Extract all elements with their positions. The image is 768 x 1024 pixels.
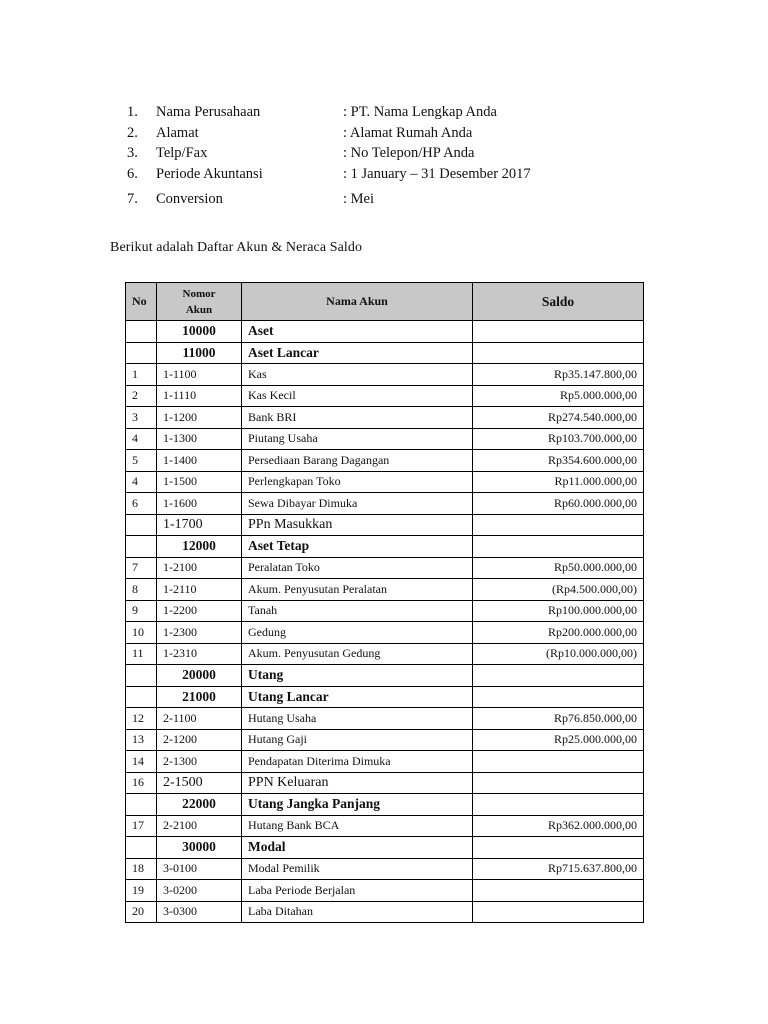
cell-balance [473, 665, 644, 687]
header-nomor-line2: Akun [185, 303, 213, 316]
header-nomor-akun [157, 283, 242, 321]
info-number: 7. [127, 190, 138, 207]
cell-no: 5 [126, 450, 157, 472]
cell-no [126, 321, 157, 343]
cell-no: 4 [126, 471, 157, 493]
info-row-conversion [127, 189, 531, 210]
table-row [126, 880, 644, 902]
table-row [126, 450, 644, 472]
cell-balance: Rp354.600.000,00 [473, 450, 644, 472]
cell-no: 7 [126, 557, 157, 579]
cell-account-name: Aset Lancar [242, 342, 473, 364]
cell-no [126, 536, 157, 558]
cell-no [126, 794, 157, 816]
cell-no: 18 [126, 858, 157, 880]
cell-account-name: PPN Keluaran [242, 772, 473, 794]
table-row [126, 815, 644, 837]
cell-account-code: 21000 [157, 686, 242, 708]
cell-balance: Rp60.000.000,00 [473, 493, 644, 515]
cell-account-name: Hutang Gaji [242, 729, 473, 751]
cell-balance [473, 686, 644, 708]
cell-account-name: Tanah [242, 600, 473, 622]
info-value: : PT. Nama Lengkap Anda [343, 103, 497, 120]
cell-no [126, 837, 157, 859]
cell-no: 19 [126, 880, 157, 902]
cell-no [126, 665, 157, 687]
cell-balance: Rp11.000.000,00 [473, 471, 644, 493]
account-ledger-table [125, 282, 644, 923]
cell-no: 17 [126, 815, 157, 837]
table-row [126, 493, 644, 515]
cell-account-code: 1-2310 [157, 643, 242, 665]
cell-account-name: Modal Pemilik [242, 858, 473, 880]
table-row [126, 579, 644, 601]
cell-account-name: Utang Lancar [242, 686, 473, 708]
account-group-row [126, 794, 644, 816]
cell-account-name: Peralatan Toko [242, 557, 473, 579]
info-value: : Mei [343, 190, 375, 207]
cell-balance: Rp25.000.000,00 [473, 729, 644, 751]
info-number: 1. [127, 103, 138, 120]
cell-account-code: 1-2200 [157, 600, 242, 622]
cell-no: 2 [126, 385, 157, 407]
cell-account-code: 3-0200 [157, 880, 242, 902]
info-label: Nama Perusahaan [156, 103, 261, 120]
cell-account-name: PPn Masukkan [242, 514, 473, 536]
cell-account-code: 12000 [157, 536, 242, 558]
cell-account-name: Piutang Usaha [242, 428, 473, 450]
cell-account-code: 1-1400 [157, 450, 242, 472]
cell-no: 13 [126, 729, 157, 751]
cell-account-name: Akum. Penyusutan Peralatan [242, 579, 473, 601]
ledger-body [126, 321, 644, 923]
cell-balance: Rp100.000.000,00 [473, 600, 644, 622]
cell-account-code: 11000 [157, 342, 242, 364]
cell-no: 9 [126, 600, 157, 622]
cell-account-name: Kas Kecil [242, 385, 473, 407]
info-label: Periode Akuntansi [156, 165, 263, 182]
table-header-row [126, 283, 644, 321]
info-value: : No Telepon/HP Anda [343, 145, 475, 162]
cell-no: 11 [126, 643, 157, 665]
cell-no: 12 [126, 708, 157, 730]
cell-account-name: Aset Tetap [242, 536, 473, 558]
info-row-phone [127, 143, 531, 164]
cell-no: 3 [126, 407, 157, 429]
cell-account-code: 1-2110 [157, 579, 242, 601]
cell-account-name: Hutang Usaha [242, 708, 473, 730]
cell-account-name: Perlengkapan Toko [242, 471, 473, 493]
cell-balance [473, 772, 644, 794]
cell-account-code: 2-1200 [157, 729, 242, 751]
cell-account-name: Modal [242, 837, 473, 859]
cell-balance: Rp200.000.000,00 [473, 622, 644, 644]
cell-balance: Rp50.000.000,00 [473, 557, 644, 579]
info-number: 2. [127, 124, 138, 141]
table-row [126, 751, 644, 773]
cell-account-code: 2-1500 [157, 772, 242, 794]
cell-account-code: 1-1110 [157, 385, 242, 407]
intro-text: Berikut adalah Daftar Akun & Neraca Saldo [110, 240, 363, 255]
header-nomor-line1: Nomor [182, 287, 216, 300]
cell-account-name: Utang Jangka Panjang [242, 794, 473, 816]
cell-account-name: Aset [242, 321, 473, 343]
cell-balance: (Rp4.500.000,00) [473, 579, 644, 601]
cell-no: 16 [126, 772, 157, 794]
header-nama-akun: Nama Akun [242, 283, 473, 321]
cell-account-code: 1-1700 [157, 514, 242, 536]
table-row [126, 772, 644, 794]
account-group-row [126, 665, 644, 687]
cell-no: 4 [126, 428, 157, 450]
cell-no [126, 514, 157, 536]
table-row [126, 901, 644, 923]
cell-balance: (Rp10.000.000,00) [473, 643, 644, 665]
cell-account-code: 2-2100 [157, 815, 242, 837]
info-value: : Alamat Rumah Anda [343, 124, 473, 141]
account-group-row [126, 342, 644, 364]
cell-account-name: Bank BRI [242, 407, 473, 429]
cell-account-code: 1-2300 [157, 622, 242, 644]
cell-account-code: 1-1600 [157, 493, 242, 515]
table-row [126, 557, 644, 579]
cell-balance [473, 837, 644, 859]
cell-account-code: 10000 [157, 321, 242, 343]
cell-balance [473, 901, 644, 923]
cell-balance [473, 321, 644, 343]
info-label: Telp/Fax [156, 145, 208, 162]
cell-account-code: 1-1100 [157, 364, 242, 386]
info-row-period [127, 164, 531, 185]
cell-account-code: 1-1500 [157, 471, 242, 493]
table-row [126, 729, 644, 751]
info-number: 6. [127, 165, 138, 182]
cell-no: 14 [126, 751, 157, 773]
cell-balance [473, 751, 644, 773]
table-row [126, 407, 644, 429]
table-row [126, 471, 644, 493]
info-label: Alamat [156, 124, 199, 141]
cell-balance [473, 794, 644, 816]
cell-no: 1 [126, 364, 157, 386]
cell-balance: Rp715.637.800,00 [473, 858, 644, 880]
cell-balance: Rp5.000.000,00 [473, 385, 644, 407]
info-row-company-name [127, 102, 531, 123]
cell-no [126, 342, 157, 364]
cell-account-name: Akum. Penyusutan Gedung [242, 643, 473, 665]
info-number: 3. [127, 145, 138, 162]
cell-account-name: Sewa Dibayar Dimuka [242, 493, 473, 515]
cell-account-name: Pendapatan Diterima Dimuka [242, 751, 473, 773]
cell-balance [473, 536, 644, 558]
account-group-row [126, 686, 644, 708]
cell-account-name: Laba Ditahan [242, 901, 473, 923]
cell-account-code: 1-1300 [157, 428, 242, 450]
header-saldo: Saldo [473, 283, 644, 321]
cell-balance: Rp76.850.000,00 [473, 708, 644, 730]
cell-account-name: Utang [242, 665, 473, 687]
cell-account-code: 2-1300 [157, 751, 242, 773]
cell-account-code: 1-2100 [157, 557, 242, 579]
table-row [126, 643, 644, 665]
cell-account-name: Laba Periode Berjalan [242, 880, 473, 902]
cell-account-name: Persediaan Barang Dagangan [242, 450, 473, 472]
table-row [126, 385, 644, 407]
cell-account-name: Hutang Bank BCA [242, 815, 473, 837]
cell-account-code: 20000 [157, 665, 242, 687]
cell-balance: Rp274.540.000,00 [473, 407, 644, 429]
table-row [126, 364, 644, 386]
cell-no [126, 686, 157, 708]
table-row [126, 514, 644, 536]
header-no: No [126, 283, 157, 321]
cell-account-code: 2-1100 [157, 708, 242, 730]
cell-account-code: 3-0100 [157, 858, 242, 880]
company-info-list [127, 102, 531, 209]
info-row-address [127, 123, 531, 144]
cell-balance: Rp35.147.800,00 [473, 364, 644, 386]
table-row [126, 708, 644, 730]
cell-no: 6 [126, 493, 157, 515]
cell-no: 10 [126, 622, 157, 644]
cell-account-name: Gedung [242, 622, 473, 644]
cell-account-code: 1-1200 [157, 407, 242, 429]
account-group-row [126, 536, 644, 558]
info-value: : 1 January – 31 Desember 2017 [343, 165, 531, 182]
cell-account-name: Kas [242, 364, 473, 386]
cell-account-code: 22000 [157, 794, 242, 816]
account-group-row [126, 321, 644, 343]
cell-balance: Rp103.700.000,00 [473, 428, 644, 450]
cell-account-code: 3-0300 [157, 901, 242, 923]
cell-no: 20 [126, 901, 157, 923]
table-row [126, 428, 644, 450]
table-row [126, 600, 644, 622]
cell-balance [473, 880, 644, 902]
table-row [126, 622, 644, 644]
table-row [126, 858, 644, 880]
cell-balance: Rp362.000.000,00 [473, 815, 644, 837]
cell-account-code: 30000 [157, 837, 242, 859]
cell-balance [473, 514, 644, 536]
info-label: Conversion [156, 190, 223, 207]
cell-no: 8 [126, 579, 157, 601]
account-group-row [126, 837, 644, 859]
cell-balance [473, 342, 644, 364]
